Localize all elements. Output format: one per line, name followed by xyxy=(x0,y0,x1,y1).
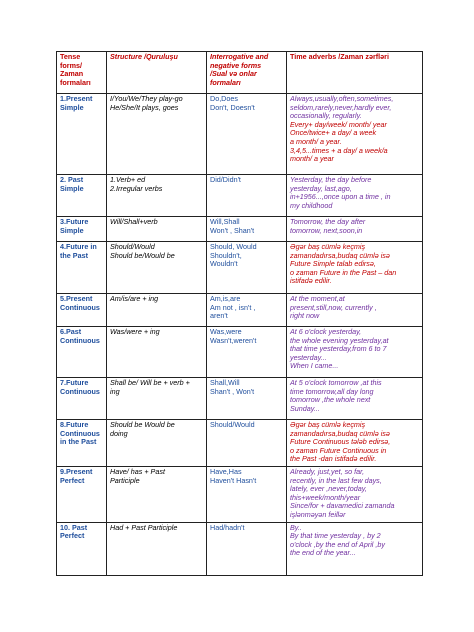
adverbs-cell xyxy=(287,217,423,242)
adverb-line: lately, ever ,never,today, xyxy=(290,484,367,494)
adverb-line: By.. xyxy=(290,522,302,532)
structure-cell-line: Should be Would be xyxy=(110,420,175,429)
structure-cell xyxy=(107,420,207,467)
adverb-line: Əgər baş cümlə keçmiş xyxy=(290,420,366,429)
structure-cell xyxy=(107,466,207,522)
adverb-line: 3,4,5...times + a day/ a week/a xyxy=(290,145,388,155)
adverbs-cell xyxy=(287,327,423,378)
tense-cell-line: Continuous xyxy=(60,335,100,345)
header-text: negative forms xyxy=(210,60,262,70)
adverb-line: my childhood xyxy=(290,200,333,210)
structure-cell-line: He/She/It plays, goes xyxy=(110,102,179,112)
negative-cell-line: Do,Does xyxy=(210,94,238,103)
header-text: /Sual və onlar xyxy=(210,69,257,79)
negative-cell-line: Won't , Shan't xyxy=(210,225,255,235)
structure-cell-line: Am/is/are + ing xyxy=(110,294,159,303)
negative-cell-line: Should, Would xyxy=(210,242,257,251)
adverb-line: this+week/month/year xyxy=(290,492,361,502)
adverb-line: right now xyxy=(290,311,320,321)
tense-cell-line: Simple xyxy=(60,102,84,112)
header-text: forms/ xyxy=(60,60,82,70)
tense-cell-line: 2. Past xyxy=(60,175,84,184)
tense-cell-line: in the Past xyxy=(60,437,97,447)
adverb-line: month/ a year xyxy=(290,154,334,164)
negative-cell xyxy=(207,522,287,575)
negative-cell-line: Am not , isn't , xyxy=(210,302,256,312)
negative-cell-line: aren't xyxy=(210,311,228,321)
adverbs-cell xyxy=(287,466,423,522)
negative-cell-line: Should/Would xyxy=(210,420,255,429)
table-row xyxy=(57,242,423,294)
adverb-line: tomorrow, next,soon,in xyxy=(290,225,363,235)
adverb-line: At the moment,at xyxy=(290,294,345,303)
table-row xyxy=(57,378,423,420)
tense-cell xyxy=(57,378,107,420)
adverbs-cell xyxy=(287,94,423,175)
adverbs-cell xyxy=(287,378,423,420)
tense-cell xyxy=(57,242,107,294)
header-adverbs xyxy=(287,52,423,94)
negative-cell-line: Had/hadn't xyxy=(210,522,245,532)
structure-cell-line: Should/Would xyxy=(110,242,155,251)
negative-cell xyxy=(207,217,287,242)
negative-cell-line: Was,were xyxy=(210,327,242,336)
tense-cell-line: 3.Future xyxy=(60,217,89,226)
tense-cell xyxy=(57,327,107,378)
adverb-line: Future Simple talab edirsə, xyxy=(290,259,376,269)
adverb-line: that time yesterday,from 6 to 7 xyxy=(290,344,387,354)
negative-cell xyxy=(207,175,287,217)
tense-cell-line: Simple xyxy=(60,183,84,193)
table-row xyxy=(57,217,423,242)
adverb-line: yesterday... xyxy=(290,352,327,362)
header-text: Interrogative and xyxy=(210,52,269,61)
tense-cell xyxy=(57,175,107,217)
negative-cell-line: Don't, Doesn't xyxy=(210,102,255,112)
adverb-line: Every+ day/week/ month/ year xyxy=(290,119,387,129)
negative-cell xyxy=(207,378,287,420)
structure-cell-line: 2.Irregular verbs xyxy=(110,183,163,193)
adverb-line: Future Continuous tələb edirsə, xyxy=(290,437,391,447)
negative-cell-line: Am,is,are xyxy=(210,294,241,303)
structure-cell-line: I/You/We/They play-go xyxy=(110,94,183,103)
negative-cell xyxy=(207,242,287,294)
tense-cell-line: 7.Future xyxy=(60,378,89,387)
adverb-line: o'clock ,by the end of April ,by xyxy=(290,539,385,549)
adverb-line: When I came... xyxy=(290,361,339,371)
header-text: formaları xyxy=(210,77,241,87)
adverb-line: in+1956...,once upon a time , in xyxy=(290,192,391,202)
negative-cell-line: Shan't , Won't xyxy=(210,386,255,396)
adverb-line: tomorrow ,the whole next xyxy=(290,395,371,405)
negative-cell xyxy=(207,466,287,522)
negative-cell xyxy=(207,94,287,175)
negative-cell xyxy=(207,420,287,467)
negative-cell-line: Shall,Will xyxy=(210,378,240,387)
structure-cell xyxy=(107,378,207,420)
tense-cell-line: the Past xyxy=(60,250,88,260)
structure-cell xyxy=(107,94,207,175)
table-row xyxy=(57,94,423,175)
adverb-line: a month/ a year. xyxy=(290,136,342,146)
header-text: Zaman xyxy=(60,69,84,79)
adverb-line: Always,usually,often,sometimes, xyxy=(290,94,394,103)
adverb-line: Since/for + davamedici zamanda xyxy=(290,501,395,511)
adverb-line: işlənməyən feillər xyxy=(290,509,346,519)
header-negative xyxy=(207,52,287,94)
table-row xyxy=(57,294,423,327)
adverb-line: recently, in the last few days, xyxy=(290,475,382,485)
tense-cell-line: Perfect xyxy=(60,531,85,541)
tense-cell-line: Continuous xyxy=(60,428,100,438)
adverb-line: By that time yesterday , by 2 xyxy=(290,531,381,541)
structure-cell-line: doing xyxy=(110,428,128,438)
tense-cell xyxy=(57,466,107,522)
adverb-line: occasionally, regularly. xyxy=(290,111,362,121)
header-row xyxy=(57,52,423,94)
tense-cell-line: 9.Present xyxy=(60,466,93,476)
header-text: formaları xyxy=(60,77,91,87)
tense-cell-line: 8.Future xyxy=(60,420,89,429)
tense-cell-line: 4.Future in xyxy=(60,242,97,251)
adverb-line: o zaman Future Continuous in xyxy=(290,445,387,455)
tense-cell-line: Perfect xyxy=(60,475,85,485)
tense-cell-line: 5.Present xyxy=(60,294,93,303)
adverb-line: o zaman Future in the Past – dan xyxy=(290,267,397,277)
structure-cell-line: Have/ has + Past xyxy=(110,466,165,476)
structure-cell-line: Shall be/ Will be + verb + xyxy=(110,378,190,387)
structure-cell-line: Was/were + ing xyxy=(110,327,160,336)
structure-cell-line: Had + Past Participle xyxy=(110,522,178,532)
adverb-line: present,still,now, currently , xyxy=(290,302,377,312)
structure-cell xyxy=(107,175,207,217)
header-tense xyxy=(57,52,107,94)
tense-cell xyxy=(57,294,107,327)
adverb-line: Əgər baş cümlə keçmiş xyxy=(290,242,366,251)
tense-cell-line: Continuous xyxy=(60,386,100,396)
structure-cell xyxy=(107,242,207,294)
adverb-line: time tomorrow,all day long xyxy=(290,386,374,396)
tense-cell-line: 1.Present xyxy=(60,94,93,103)
negative-cell-line: Haven't Hasn't xyxy=(210,475,257,485)
adverb-line: At 5 o'clock tomorrow ,at this xyxy=(290,378,382,387)
tense-cell xyxy=(57,522,107,575)
adverb-line: Already, just,yet, so far, xyxy=(290,466,365,476)
structure-cell-line: ing xyxy=(110,386,120,396)
tense-cell xyxy=(57,94,107,175)
adverbs-cell xyxy=(287,522,423,575)
tense-cell-line: Simple xyxy=(60,225,84,235)
structure-cell-line: Should be/Would be xyxy=(110,250,175,260)
table-row xyxy=(57,420,423,467)
adverb-line: the whole evening yesterday,at xyxy=(290,335,389,345)
tense-cell xyxy=(57,420,107,467)
negative-cell-line: Have,Has xyxy=(210,466,242,476)
negative-cell-line: Wasn't,weren't xyxy=(210,335,257,345)
adverb-line: the Past -dan istifadə edilir. xyxy=(290,454,377,464)
adverbs-cell xyxy=(287,175,423,217)
tense-cell-line: Continuous xyxy=(60,302,100,312)
tense-cell-line: 6.Past xyxy=(60,327,82,336)
adverb-line: zamandadırsa,budaq cümlə isə xyxy=(290,428,390,438)
negative-cell-line: Did/Didn't xyxy=(210,175,241,184)
negative-cell-line: Wouldn't xyxy=(210,259,238,269)
table-row xyxy=(57,327,423,378)
negative-cell-line: Will,Shall xyxy=(210,217,240,226)
tense-cell-line: 10. Past xyxy=(60,522,88,532)
table-row xyxy=(57,522,423,575)
structure-cell xyxy=(107,294,207,327)
adverbs-cell xyxy=(287,294,423,327)
adverb-line: yesterday, last,ago, xyxy=(290,183,352,193)
adverb-line: Tomorrow, the day after xyxy=(290,217,366,226)
adverb-line: Yesterday, the day before xyxy=(290,175,372,184)
adverbs-cell xyxy=(287,420,423,467)
table-row xyxy=(57,175,423,217)
header-text: Structure /Quruluşu xyxy=(110,52,178,61)
adverb-line: the end of the year... xyxy=(290,548,356,558)
tense-table xyxy=(56,51,423,576)
adverb-line: Sunday... xyxy=(290,403,320,413)
table-row xyxy=(57,466,423,522)
adverb-line: zamandadırsa,budaq cümlə isə xyxy=(290,250,390,260)
header-text: Time adverbs /Zaman zərfləri xyxy=(290,52,389,61)
adverb-line: At 6 o'clock yesterday, xyxy=(290,327,362,336)
negative-cell xyxy=(207,327,287,378)
adverb-line: seldom,rarely,never,hardly ever, xyxy=(290,102,392,112)
negative-cell xyxy=(207,294,287,327)
header-text: Tense xyxy=(60,52,81,61)
header-structure xyxy=(107,52,207,94)
structure-cell-line: Will/Shall+verb xyxy=(110,217,158,226)
tense-cell xyxy=(57,217,107,242)
structure-cell-line: Participle xyxy=(110,475,140,485)
structure-cell xyxy=(107,327,207,378)
negative-cell-line: Shouldn't, xyxy=(210,250,242,260)
structure-cell-line: 1.Verb+ ed xyxy=(110,175,146,184)
adverb-line: istifadə edilir. xyxy=(290,276,332,286)
adverb-line: Once/twice+ a day/ a week xyxy=(290,128,377,138)
structure-cell xyxy=(107,217,207,242)
adverbs-cell xyxy=(287,242,423,294)
structure-cell xyxy=(107,522,207,575)
